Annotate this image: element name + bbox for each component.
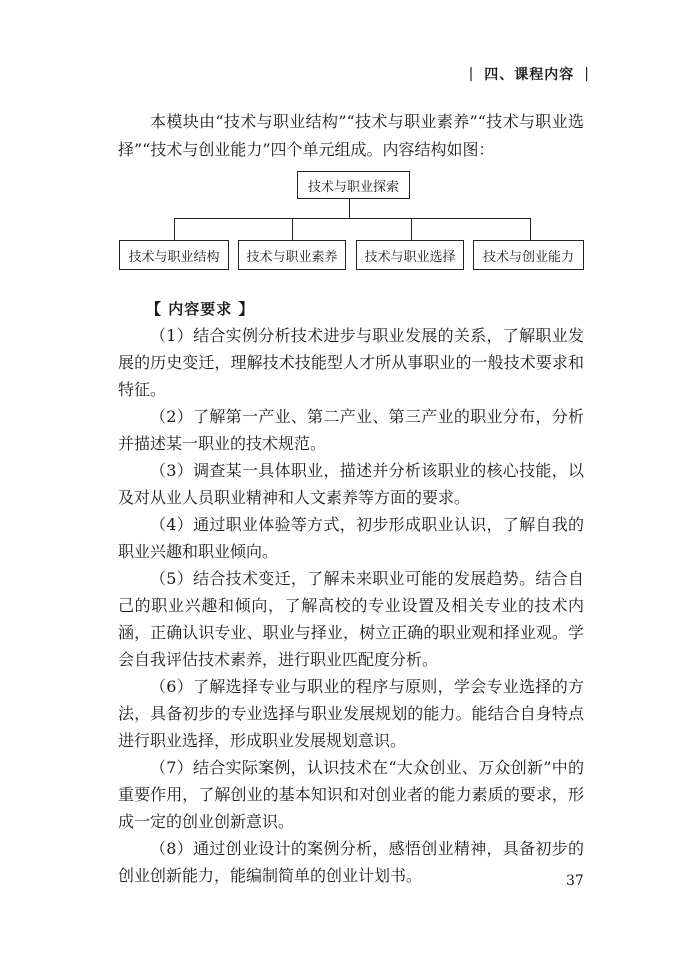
diagram-child-node: 技术与职业选择 [356,240,464,270]
diagram-branch-line [411,218,412,240]
diagram-root-node: 技术与职业探索 [297,171,410,199]
requirement-item: （8）通过创业设计的案例分析，感悟创业精神，具备初步的创业创新能力，能编制简单的创业计划书。 [118,839,584,885]
diagram-child-node: 技术与职业结构 [119,240,229,270]
content-requirements-heading: 【 内容要求 】 [146,300,255,318]
requirement-item: （7）结合实际案例，认识技术在“大众创业、万众创新”中的重要作用，了解创业的基本知识和对创业者的能力素质的要求，形成一定的创业创新意识。 [118,758,584,831]
running-head-bar-right: | [584,66,590,82]
running-head-title: 四、课程内容 [484,67,575,83]
diagram-branch-line [292,218,293,240]
diagram-stem-line [349,199,350,218]
running-head-bar-left: | [468,66,475,82]
intro-paragraph: 本模块由“技术与职业结构”“技术与职业素养”“技术与职业选择”“技术与创业能力”四个单元组成。内容结构如图： [118,112,584,159]
requirement-item: （4）通过职业体验等方式，初步形成职业认识，了解自我的职业兴趣和职业倾向。 [118,515,584,561]
requirement-item: （6）了解选择专业与职业的程序与原则，学会专业选择的方法，具备初步的专业选择与职业发展规划的能力。能结合自身特点进行职业选择，形成职业发展规划意识。 [118,677,584,750]
requirements-list [118,322,584,889]
diagram-child-node: 技术与创业能力 [473,240,584,270]
requirement-item: （3）调查某一具体职业，描述并分析该职业的核心技能，以及对从业人员职业精神和人文素养等方面的要求。 [118,461,584,507]
diagram-branch-line [174,218,175,240]
requirement-item: （5）结合技术变迁，了解未来职业可能的发展趋势。结合自己的职业兴趣和倾向，了解高校的专业设置及相关专业的技术内涵，正确认识专业、职业与择业，树立正确的职业观和择业观。学会自我评估技术素养，进行职业匹配度分析。 [118,569,584,669]
structure-diagram [0,0,688,290]
diagram-branch-line [530,218,531,240]
page-number: 37 [566,873,584,889]
diagram-child-node: 技术与职业素养 [238,240,346,270]
requirement-item: （2）了解第一产业、第二产业、第三产业的职业分布，分析并描述某一职业的技术规范。 [118,407,584,453]
requirement-item: （1）结合实例分析技术进步与职业发展的关系，了解职业发展的历史变迁，理解技术技能型人才所从事职业的一般技术要求和特征。 [118,326,584,399]
diagram-horizontal-line [174,218,531,219]
